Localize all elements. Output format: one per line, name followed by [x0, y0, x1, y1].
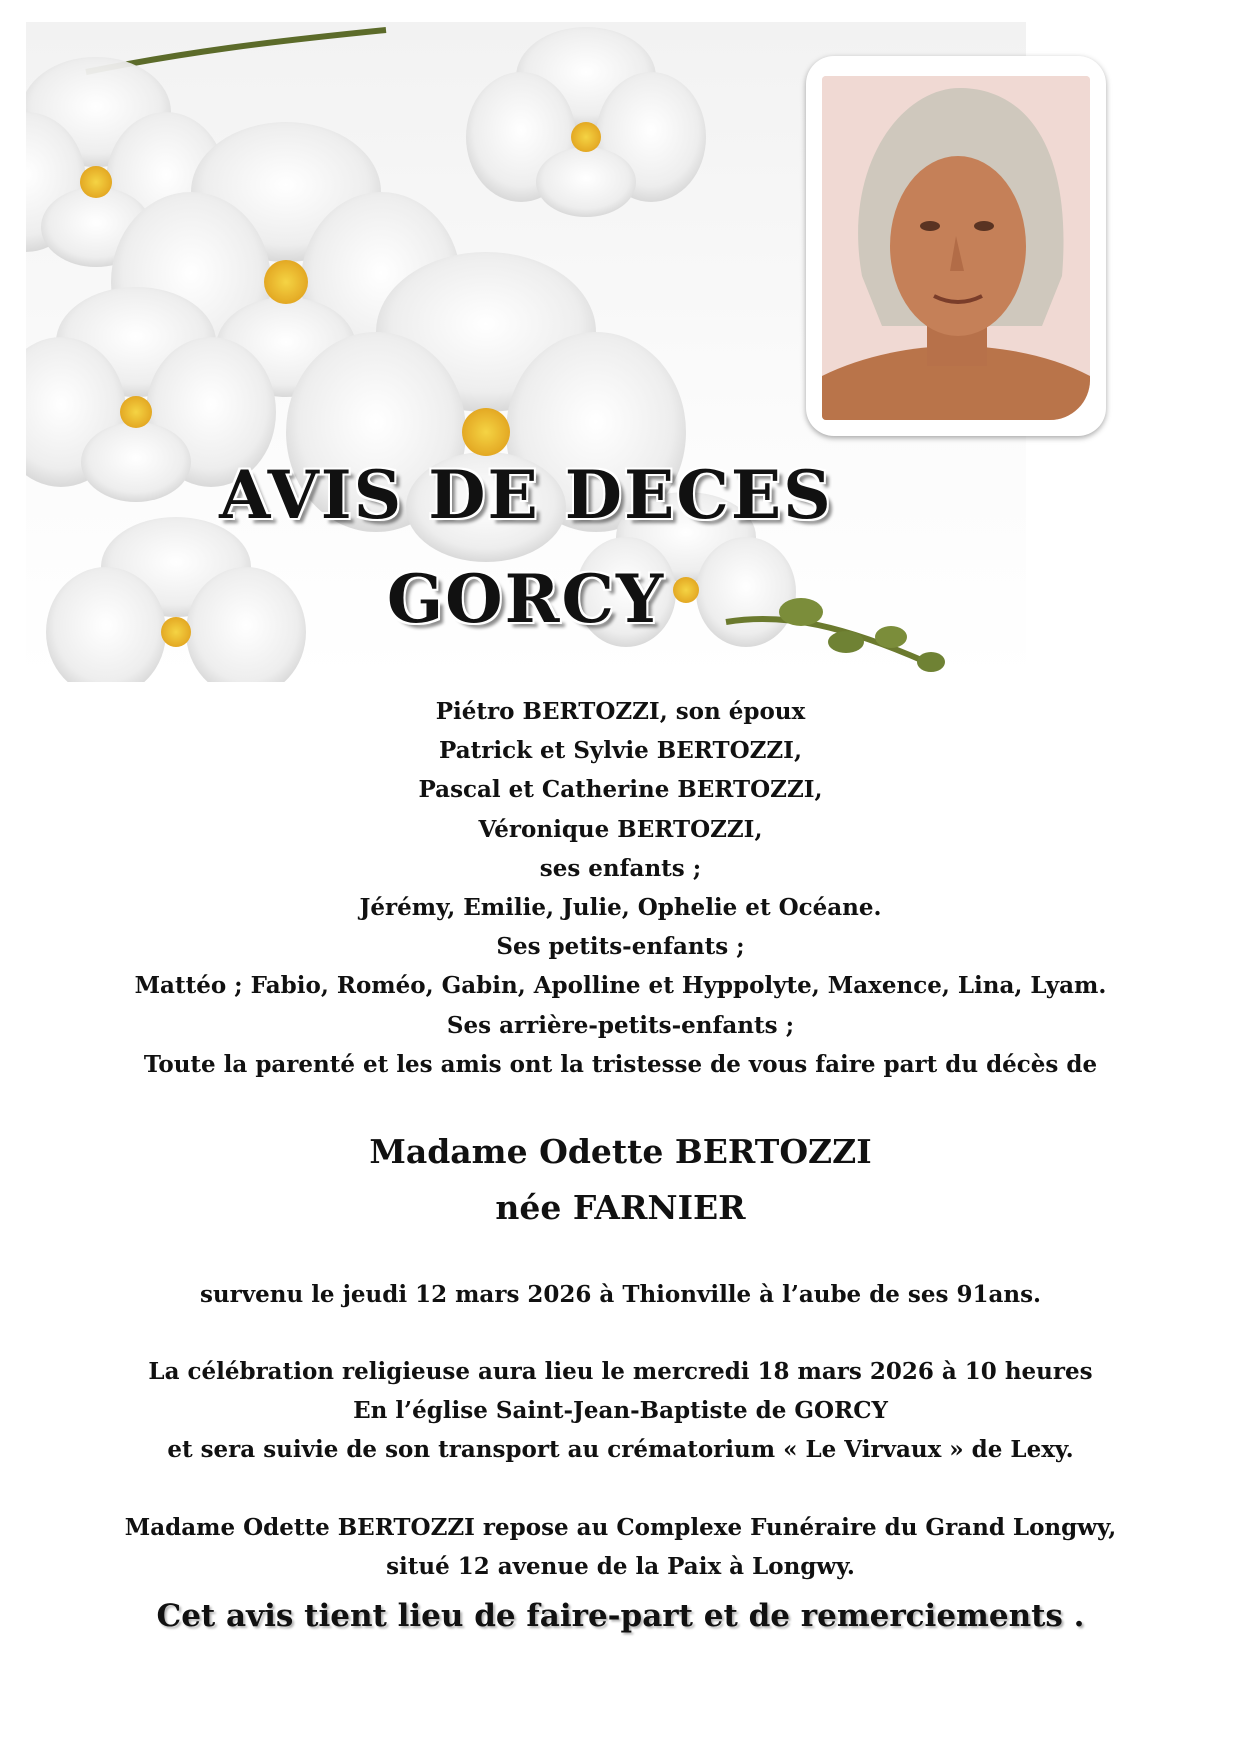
family-line: Pascal et Catherine BERTOZZI, — [418, 776, 823, 804]
repose-line: Madame Odette BERTOZZI repose au Complexe Funéraire du Grand Longwy, — [124, 1514, 1117, 1541]
ceremony-line: La célébration religieuse aura lieu le mercredi 18 mars 2026 à 10 heures — [148, 1358, 1093, 1385]
family-line: Patrick et Sylvie BERTOZZI, — [439, 737, 802, 765]
family-line: Toute la parenté et les amis ont la tristesse de vous faire part du décès de — [143, 1050, 1098, 1078]
notice-title: AVIS DE DECES — [219, 456, 833, 534]
ceremony-line: En l’église Saint-Jean-Baptiste de GORCY — [353, 1397, 888, 1424]
repose-line: situé 12 avenue de la Paix à Longwy. — [386, 1553, 855, 1580]
portrait-frame — [806, 56, 1106, 436]
ceremony-line: et sera suivie de son transport au crématorium « Le Virvaux » de Lexy. — [167, 1436, 1074, 1463]
ceremony-details — [0, 1352, 1241, 1469]
family-line: Piétro BERTOZZI, son époux — [435, 698, 806, 725]
notice-town: GORCY — [386, 560, 666, 638]
family-line: Ses arrière-petits-enfants ; — [446, 1011, 795, 1039]
closing-statement: Cet avis tient lieu de faire-part et de remerciements . — [156, 1598, 1085, 1634]
family-list — [0, 692, 1241, 1084]
family-line: Jérémy, Emilie, Julie, Ophelie et Océane. — [359, 894, 882, 922]
family-line: Véronique BERTOZZI, — [478, 815, 763, 843]
deceased-maiden-name: née FARNIER — [495, 1188, 746, 1227]
death-date-text: survenu le jeudi 12 mars 2026 à Thionville à l’aube de ses 91ans. — [199, 1281, 1042, 1308]
family-line: Mattéo ; Fabio, Roméo, Gabin, Apolline et Hyppolyte, Maxence, Lina, Lyam. — [134, 972, 1107, 1000]
deceased-name-block — [0, 1124, 1241, 1236]
repose-details — [0, 1508, 1241, 1586]
family-line: Ses petits-enfants ; — [496, 933, 745, 961]
deceased-name: Madame Odette BERTOZZI — [369, 1132, 872, 1171]
portrait-photo — [822, 76, 1090, 420]
portrait-image — [822, 76, 1090, 420]
family-line: ses enfants ; — [539, 854, 702, 882]
